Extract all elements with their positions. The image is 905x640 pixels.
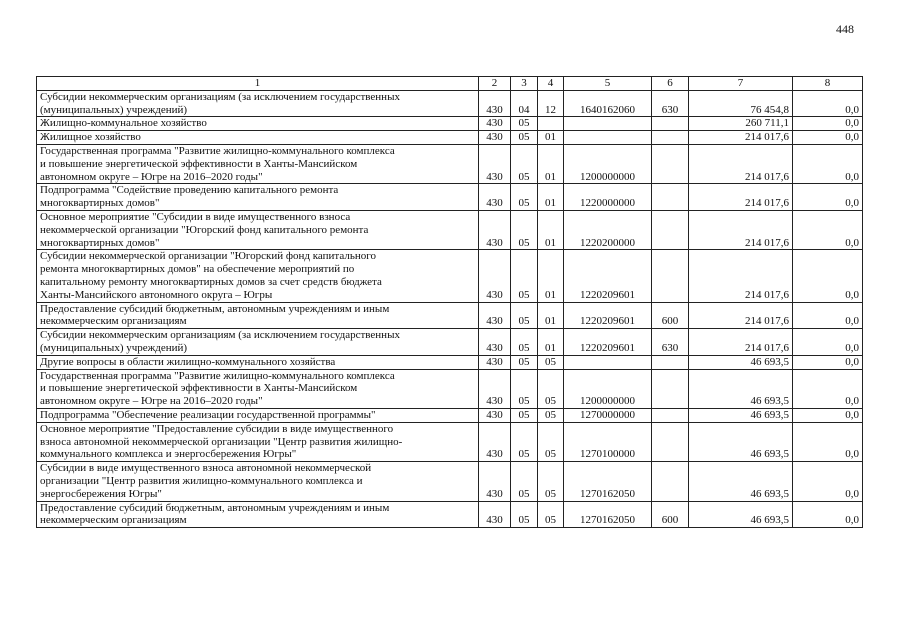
cell-col-3: 05 (511, 117, 538, 131)
column-header-2: 2 (479, 77, 511, 91)
cell-col-4: 01 (538, 184, 564, 211)
row-name-line: Ханты-Мансийского автономного округа – Югры (40, 288, 273, 301)
table-row (37, 184, 863, 211)
column-header-8: 8 (793, 77, 863, 91)
table-row (37, 302, 863, 329)
row-name-line: Основное мероприятие "Предоставление субсидии в виде имущественного (40, 422, 394, 435)
row-name-cell (37, 117, 479, 131)
cell-col-5: 1270162050 (564, 501, 652, 528)
row-name-cell (37, 144, 479, 183)
cell-col-5: 1270162050 (564, 462, 652, 501)
cell-col-6: 630 (652, 90, 689, 117)
row-name-line: организации "Центр развития жилищно-коммунального комплекса и (40, 474, 363, 487)
row-name-cell (37, 501, 479, 528)
cell-col-3: 05 (511, 210, 538, 249)
column-header-7: 7 (689, 77, 793, 91)
cell-col-6 (652, 184, 689, 211)
row-name-line: автономном округе – Югре на 2016–2020 годы" (40, 170, 263, 183)
cell-col-5: 1220209601 (564, 250, 652, 302)
cell-col-4: 05 (538, 422, 564, 461)
cell-col-7: 214 017,6 (689, 131, 793, 145)
row-name-line: ремонта многоквартирных домов" на обеспечение мероприятий по (40, 263, 355, 276)
cell-col-7: 214 017,6 (689, 210, 793, 249)
cell-col-3: 05 (511, 184, 538, 211)
row-name-line: энергосбережения Югры" (40, 487, 162, 500)
row-name-line: коммунального комплекса и энергосбережения Югры" (40, 448, 297, 461)
row-name-cell (37, 131, 479, 145)
column-header-5: 5 (564, 77, 652, 91)
cell-col-2: 430 (479, 355, 511, 369)
table-row (37, 422, 863, 461)
cell-col-5 (564, 355, 652, 369)
table-row (37, 210, 863, 249)
cell-col-7: 46 693,5 (689, 422, 793, 461)
cell-col-3: 05 (511, 144, 538, 183)
cell-col-4: 01 (538, 144, 564, 183)
row-name-line: Субсидии некоммерческой организации "Югорский фонд капитального (40, 250, 376, 263)
cell-col-6: 630 (652, 329, 689, 356)
row-name-line: Жилищно-коммунальное хозяйство (40, 117, 207, 130)
cell-col-8: 0,0 (793, 462, 863, 501)
row-name-cell (37, 422, 479, 461)
cell-col-3: 05 (511, 369, 538, 408)
table-row (37, 369, 863, 408)
table-header-row (37, 77, 863, 91)
cell-col-7: 46 693,5 (689, 462, 793, 501)
row-name-line: Субсидии в виде имущественного взноса автономной некоммерческой (40, 462, 372, 475)
row-name-line: многоквартирных домов" (40, 197, 160, 210)
cell-col-8: 0,0 (793, 329, 863, 356)
row-name-cell (37, 355, 479, 369)
row-name-line: Предоставление субсидий бюджетным, автономным учреждениям и иным (40, 501, 390, 514)
cell-col-3: 05 (511, 131, 538, 145)
cell-col-6 (652, 131, 689, 145)
cell-col-6: 600 (652, 501, 689, 528)
row-name-line: Государственная программа "Развитие жилищно-коммунального комплекса (40, 369, 395, 382)
cell-col-2: 430 (479, 329, 511, 356)
cell-col-3: 05 (511, 250, 538, 302)
cell-col-8: 0,0 (793, 355, 863, 369)
cell-col-4: 12 (538, 90, 564, 117)
cell-col-2: 430 (479, 408, 511, 422)
cell-col-8: 0,0 (793, 144, 863, 183)
table-row (37, 90, 863, 117)
cell-col-5 (564, 131, 652, 145)
cell-col-8: 0,0 (793, 250, 863, 302)
cell-col-8: 0,0 (793, 117, 863, 131)
row-name-cell (37, 462, 479, 501)
cell-col-4 (538, 117, 564, 131)
cell-col-7: 46 693,5 (689, 501, 793, 528)
cell-col-6 (652, 117, 689, 131)
cell-col-2: 430 (479, 501, 511, 528)
cell-col-2: 430 (479, 210, 511, 249)
row-name-line: Подпрограмма "Обеспечение реализации государственной программы" (40, 408, 376, 421)
row-name-line: Субсидии некоммерческим организациям (за исключением государственных (40, 90, 400, 103)
row-name-line: Государственная программа "Развитие жилищно-коммунального комплекса (40, 144, 395, 157)
cell-col-5: 1220209601 (564, 329, 652, 356)
row-name-line: некоммерческой организации "Югорский фонд капитального ремонта (40, 223, 369, 236)
row-name-cell (37, 408, 479, 422)
cell-col-7: 214 017,6 (689, 302, 793, 329)
row-name-line: и повышение энергетической эффективности в Ханты-Мансийском (40, 157, 358, 170)
column-header-6: 6 (652, 77, 689, 91)
cell-col-5: 1200000000 (564, 144, 652, 183)
cell-col-5: 1220209601 (564, 302, 652, 329)
cell-col-4: 01 (538, 250, 564, 302)
cell-col-3: 04 (511, 90, 538, 117)
table-row (37, 144, 863, 183)
row-name-cell (37, 90, 479, 117)
column-header-3: 3 (511, 77, 538, 91)
cell-col-8: 0,0 (793, 184, 863, 211)
table-row (37, 501, 863, 528)
cell-col-7: 76 454,8 (689, 90, 793, 117)
table-row (37, 462, 863, 501)
row-name-line: некоммерческим организациям (40, 315, 187, 328)
row-name-line: Предоставление субсидий бюджетным, автономным учреждениям и иным (40, 302, 390, 315)
cell-col-4: 05 (538, 355, 564, 369)
cell-col-2: 430 (479, 302, 511, 329)
cell-col-8: 0,0 (793, 369, 863, 408)
cell-col-7: 46 693,5 (689, 355, 793, 369)
cell-col-2: 430 (479, 117, 511, 131)
row-name-line: взноса автономной некоммерческой организации "Центр развития жилищно- (40, 435, 403, 448)
cell-col-2: 430 (479, 250, 511, 302)
table-row (37, 355, 863, 369)
cell-col-6 (652, 210, 689, 249)
cell-col-2: 430 (479, 184, 511, 211)
table-row (37, 250, 863, 302)
row-name-line: Субсидии некоммерческим организациям (за исключением государственных (40, 329, 400, 342)
row-name-line: и повышение энергетической эффективности в Ханты-Мансийском (40, 382, 358, 395)
cell-col-5: 1270000000 (564, 408, 652, 422)
table-row (37, 408, 863, 422)
cell-col-6 (652, 422, 689, 461)
cell-col-5: 1200000000 (564, 369, 652, 408)
cell-col-6 (652, 144, 689, 183)
column-header-4: 4 (538, 77, 564, 91)
cell-col-2: 430 (479, 422, 511, 461)
cell-col-6 (652, 462, 689, 501)
row-name-cell (37, 210, 479, 249)
cell-col-3: 05 (511, 408, 538, 422)
row-name-line: Жилищное хозяйство (40, 131, 141, 144)
budget-table (36, 76, 863, 528)
cell-col-7: 260 711,1 (689, 117, 793, 131)
row-name-cell (37, 369, 479, 408)
row-name-line: Другие вопросы в области жилищно-коммунального хозяйства (40, 355, 336, 368)
cell-col-3: 05 (511, 355, 538, 369)
cell-col-2: 430 (479, 462, 511, 501)
cell-col-6 (652, 408, 689, 422)
cell-col-7: 214 017,6 (689, 329, 793, 356)
cell-col-8: 0,0 (793, 422, 863, 461)
cell-col-6 (652, 369, 689, 408)
row-name-line: Подпрограмма "Содействие проведению капитального ремонта (40, 184, 339, 197)
cell-col-2: 430 (479, 369, 511, 408)
cell-col-4: 01 (538, 329, 564, 356)
table-row (37, 117, 863, 131)
cell-col-4: 01 (538, 302, 564, 329)
cell-col-5: 1270100000 (564, 422, 652, 461)
cell-col-3: 05 (511, 501, 538, 528)
row-name-cell (37, 250, 479, 302)
row-name-cell (37, 184, 479, 211)
cell-col-7: 46 693,5 (689, 369, 793, 408)
row-name-line: некоммерческим организациям (40, 514, 187, 527)
cell-col-8: 0,0 (793, 131, 863, 145)
row-name-line: капитальному ремонту многоквартирных домов за счет средств бюджета (40, 275, 382, 288)
cell-col-8: 0,0 (793, 501, 863, 528)
cell-col-5: 1640162060 (564, 90, 652, 117)
cell-col-3: 05 (511, 302, 538, 329)
row-name-line: (муниципальных) учреждений) (40, 103, 188, 116)
table-row (37, 131, 863, 145)
cell-col-7: 214 017,6 (689, 250, 793, 302)
cell-col-8: 0,0 (793, 210, 863, 249)
cell-col-6: 600 (652, 302, 689, 329)
row-name-line: (муниципальных) учреждений) (40, 341, 188, 354)
row-name-line: многоквартирных домов" (40, 236, 160, 249)
cell-col-7: 46 693,5 (689, 408, 793, 422)
row-name-cell (37, 302, 479, 329)
cell-col-4: 05 (538, 408, 564, 422)
cell-col-4: 05 (538, 369, 564, 408)
table-row (37, 329, 863, 356)
cell-col-3: 05 (511, 462, 538, 501)
row-name-line: Основное мероприятие "Субсидии в виде имущественного взноса (40, 210, 351, 223)
cell-col-4: 05 (538, 501, 564, 528)
page-number: 448 (836, 22, 854, 36)
cell-col-3: 05 (511, 422, 538, 461)
cell-col-3: 05 (511, 329, 538, 356)
cell-col-7: 214 017,6 (689, 144, 793, 183)
cell-col-4: 01 (538, 210, 564, 249)
row-name-line: автономном округе – Югре на 2016–2020 годы" (40, 395, 263, 408)
cell-col-2: 430 (479, 144, 511, 183)
cell-col-2: 430 (479, 131, 511, 145)
cell-col-5 (564, 117, 652, 131)
row-name-cell (37, 329, 479, 356)
cell-col-6 (652, 355, 689, 369)
cell-col-5: 1220000000 (564, 184, 652, 211)
cell-col-8: 0,0 (793, 90, 863, 117)
column-header-1: 1 (37, 77, 479, 91)
cell-col-6 (652, 250, 689, 302)
cell-col-8: 0,0 (793, 302, 863, 329)
cell-col-8: 0,0 (793, 408, 863, 422)
cell-col-4: 01 (538, 131, 564, 145)
cell-col-7: 214 017,6 (689, 184, 793, 211)
cell-col-2: 430 (479, 90, 511, 117)
cell-col-4: 05 (538, 462, 564, 501)
cell-col-5: 1220200000 (564, 210, 652, 249)
